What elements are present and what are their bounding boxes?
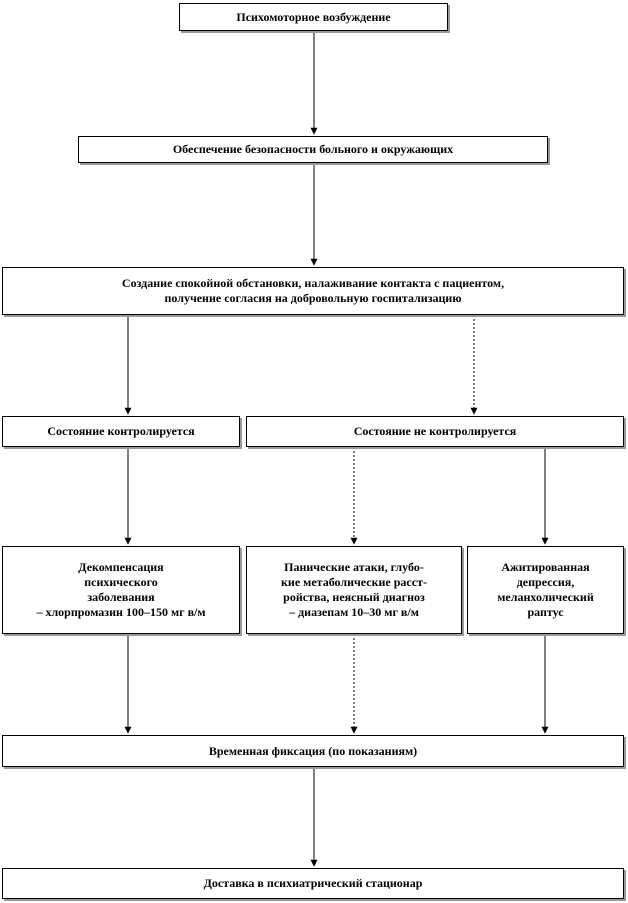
node-state-controlled [2, 416, 240, 447]
node-label: Доставка в психиатрический стационар [203, 876, 423, 890]
node-agitated-depression [467, 546, 624, 634]
node-calm-environment [2, 267, 624, 315]
node-label: Обеспечение безопасности больного и окружающих [172, 142, 454, 156]
node-label: Временная фиксация (по показаниям) [208, 743, 418, 758]
node-ensure-safety [78, 136, 548, 163]
node-decompensation [2, 546, 240, 634]
node-panic-attacks [246, 546, 462, 634]
node-state-not-controlled [246, 416, 624, 447]
node-psychomotor-agitation [179, 3, 448, 31]
node-delivery-to-hospital [2, 868, 624, 899]
node-temporary-fixation [2, 735, 624, 767]
node-label: Состояние контролируется [47, 424, 195, 438]
node-label: Создание спокойной обстановки, налаживание контакта с пациентом, получение согласия на добровольную госпитализацию [121, 276, 505, 305]
node-label: Состояние не контролируется [353, 424, 517, 438]
node-label: Декомпенсация психического заболевания – хлорпромазин 100–150 мг в/м [36, 560, 206, 619]
node-label: Панические атаки, глубо- кие метаболические расст- ройства, неясный диагноз – диазепам 10–30 мг в/м [281, 560, 427, 619]
node-label: Ажитированная депрессия, меланхолический раптус [497, 560, 594, 619]
node-label: Психомоторное возбуждение [236, 9, 391, 24]
